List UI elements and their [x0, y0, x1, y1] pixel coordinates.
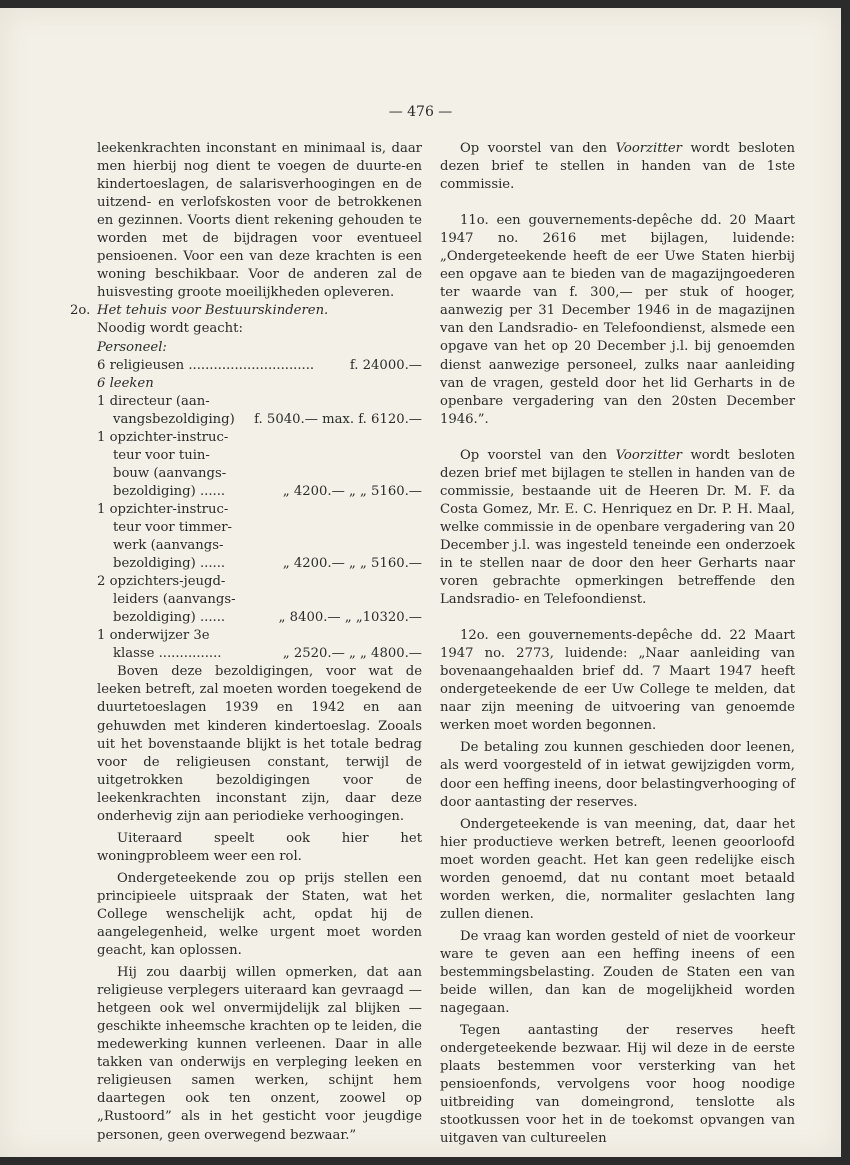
- section-number: 2o.: [70, 303, 91, 319]
- staff-amount: „ 8400.— „ „10320.—: [278, 610, 422, 626]
- text-run: Op voorstel van den: [460, 447, 616, 463]
- paragraph: Hij zou daarbij willen opmerken, dat aan religieuse verplegers uiteraard kan gevraagd — hetgeen ook wel onvermijdelijk zal blijken — geschikte inheemsche krachten op te leiden, die medewerking kunnen verleenen. Daar in alle takken van onderwijs en verpleging leeken en religieusen samen werken, schijnt hem daartegen ook ten onzent, zoowel op „Rustoord” als in het gesticht voor jeugdige personen, geen overwegend bezwaar.”: [97, 965, 422, 1143]
- staff-row: [97, 627, 422, 663]
- staff-label: bezoldiging) ......: [113, 556, 226, 572]
- staff-row: [97, 573, 422, 627]
- staff-label: teur voor tuin-: [113, 447, 210, 463]
- staff-row: [97, 357, 422, 375]
- staff-label: 1 onderwijzer 3e: [97, 628, 210, 644]
- staff-label: bouw (aanvangs-: [113, 465, 227, 481]
- staff-amount: „ 4200.— „ „ 5160.—: [282, 556, 422, 572]
- staff-label: bezoldiging) ......: [113, 483, 226, 499]
- right-column: [440, 140, 795, 1148]
- staff-label: teur voor timmer-: [113, 519, 233, 535]
- paragraph: De betaling zou kunnen geschieden door leenen, als werd voorgesteld of in ietwat gewijzigden vorm, door een heffing ineens, door belastingverhooging of door aantasting der reserves.: [440, 740, 795, 810]
- staff-label: leiders (aanvangs-: [113, 592, 236, 608]
- staff-row: [97, 393, 422, 429]
- staff-amount: „ 4200.— „ „ 5160.—: [282, 483, 422, 499]
- staff-label: 1 directeur (aan-: [97, 393, 210, 409]
- document-page: [0, 8, 841, 1157]
- paragraph: Boven deze bezoldigingen, voor wat de leeken betreft, zal moeten worden toegekend de duurtetoeslagen 1939 en 1942 en aan gehuwden met kinderen kindertoeslag. Zooals uit het bovenstaande blijkt is het totale bedrag voor de religieusen constant, terwijl de uitgetrokken bezoldigingen voor de leekenkrachten inconstant zijn, daar deze onderhevig zijn aan periodieke verhoogingen.: [97, 664, 422, 824]
- paragraph: leekenkrachten inconstant en minimaal is, daar men hierbij nog dient te voegen de duurte-en kindertoeslagen, de salarisverhoogingen en de uitzend- en verlofskosten voor de betrokkenen en gezinnen. Voorts dient rekening gehouden te worden met de bijdragen voor eventueel pensioenen. Voor een van deze krachten is een woning beschikbaar. Voor de anderen zal de huisvesting groote moeilijkheden opleveren.: [97, 141, 422, 301]
- paragraph: Ondergeteekende is van meening, dat, daar het hier productieve werken betreft, leenen geoorloofd moet worden geacht. Het kan geen redelijke eisch worden genoemd, dat nu contant moet betaald worden werken, die, normaliter geslachten lang zullen dienen.: [440, 816, 795, 922]
- needed-line: Noodig wordt geacht:: [97, 321, 243, 337]
- paragraph: Ondergeteekende zou op prijs stellen een principieele uitspraak der Staten, wat het College wenschelijk acht, opdat hij de aangelegenheid, welke urgent moet worden geacht, kan oplossen.: [97, 870, 422, 959]
- page-number: — 476 —: [388, 104, 453, 120]
- staff-label: 1 opzichter-instruc-: [97, 501, 229, 517]
- paragraph: Uiteraard speelt ook hier het woningprobleem weer een rol.: [97, 830, 422, 864]
- section-heading: [70, 302, 422, 320]
- text-run: wordt besloten dezen brief te stellen in handen van de 1ste commissie.: [440, 141, 795, 193]
- staff-row: [97, 429, 422, 501]
- staff-label: 6 religieusen ..............................: [97, 357, 315, 373]
- staff-row: [97, 501, 422, 573]
- staff-label: vangsbezoldiging): [113, 411, 235, 427]
- text-run: wordt besloten dezen brief met bijlagen te stellen in handen van de commissie, bestaande uit de Heeren Dr. M. F. da Costa Gomez, Mr. E. C. Henriquez en Dr. P. H. Maal, welke commissie in de openbare vergadering van 20 December j.l. was ingesteld teneinde een onderzoek in te stellen naar de door den heer Gerharts naar voren gebrachte opmerkingen betreffende den Landsradio- en Telefoondienst.: [440, 447, 795, 608]
- chairman-label: Voorzitter: [615, 447, 682, 463]
- paragraph: 11o. een gouvernements-depêche dd. 20 Maart 1947 no. 2616 met bijlagen, luidende: „Ondergeteekende heeft de eer Uwe Staten hierbij een opgave aan te bieden van de magazijngoederen ter waarde van f. 300,— per stuk of hooger, aanwezig per 31 December 1946 in de magazijnen van den Landsradio- en Telefoondienst, alsmede een opgave van het op 20 December j.l. bij genoemden dienst aanwezige personeel, zulks naar aanleiding van de vragen, gesteld door het lid Gerharts in de openbare vergadering van den 20sten December 1946.”.: [440, 213, 795, 427]
- paragraph: [440, 140, 795, 194]
- text-run: Op voorstel van den: [460, 141, 616, 156]
- staff-label: klasse ...............: [113, 646, 222, 662]
- paragraph: 12o. een gouvernements-depêche dd. 22 Maart 1947 no. 2773, luidende: „Naar aanleiding van bovenaangehaalden brief dd. 7 Maart 1947 heeft ondergeteekende de eer Uw College te melden, dat naar zijn meening de uitvoering van genoemde werken moet worden begonnen.: [440, 628, 795, 734]
- staff-amount: „ 2520.— „ „ 4800.—: [282, 646, 422, 662]
- left-column: [70, 140, 422, 1145]
- paragraph: De vraag kan worden gesteld of niet de voorkeur ware te geven aan een heffing ineens of een bestemmingsbelasting. Zouden de Staten een van beide willen, dan kan de mogelijkheid worden nagegaan.: [440, 928, 795, 1017]
- paragraph: Tegen aantasting der reserves heeft ondergeteekende bezwaar. Hij wil deze in de eerste plaats bestemmen voor versterking van het pensioenfonds, vervolgens voor hoog noodige uitbreiding van domeingrond, tenslotte als stootkussen voor het in de toekomst opvangen van uitgaven van cultureelen: [440, 1023, 795, 1147]
- staff-label: werk (aanvangs-: [113, 538, 224, 554]
- section-title: Het tehuis voor Bestuurskinderen.: [97, 303, 329, 319]
- personnel-label: Personeel:: [97, 339, 167, 355]
- staff-label: 1 opzichter-instruc-: [97, 429, 229, 445]
- chairman-label: Voorzitter: [615, 141, 682, 156]
- staff-amount: f. 5040.— max. f. 6120.—: [254, 411, 422, 427]
- staff-label: bezoldiging) ......: [113, 610, 226, 626]
- staff-row: 6 leeken: [97, 375, 154, 391]
- staff-label: 2 opzichters-jeugd-: [97, 574, 226, 590]
- paragraph: [440, 447, 795, 609]
- staff-amount: f. 24000.—: [349, 357, 422, 373]
